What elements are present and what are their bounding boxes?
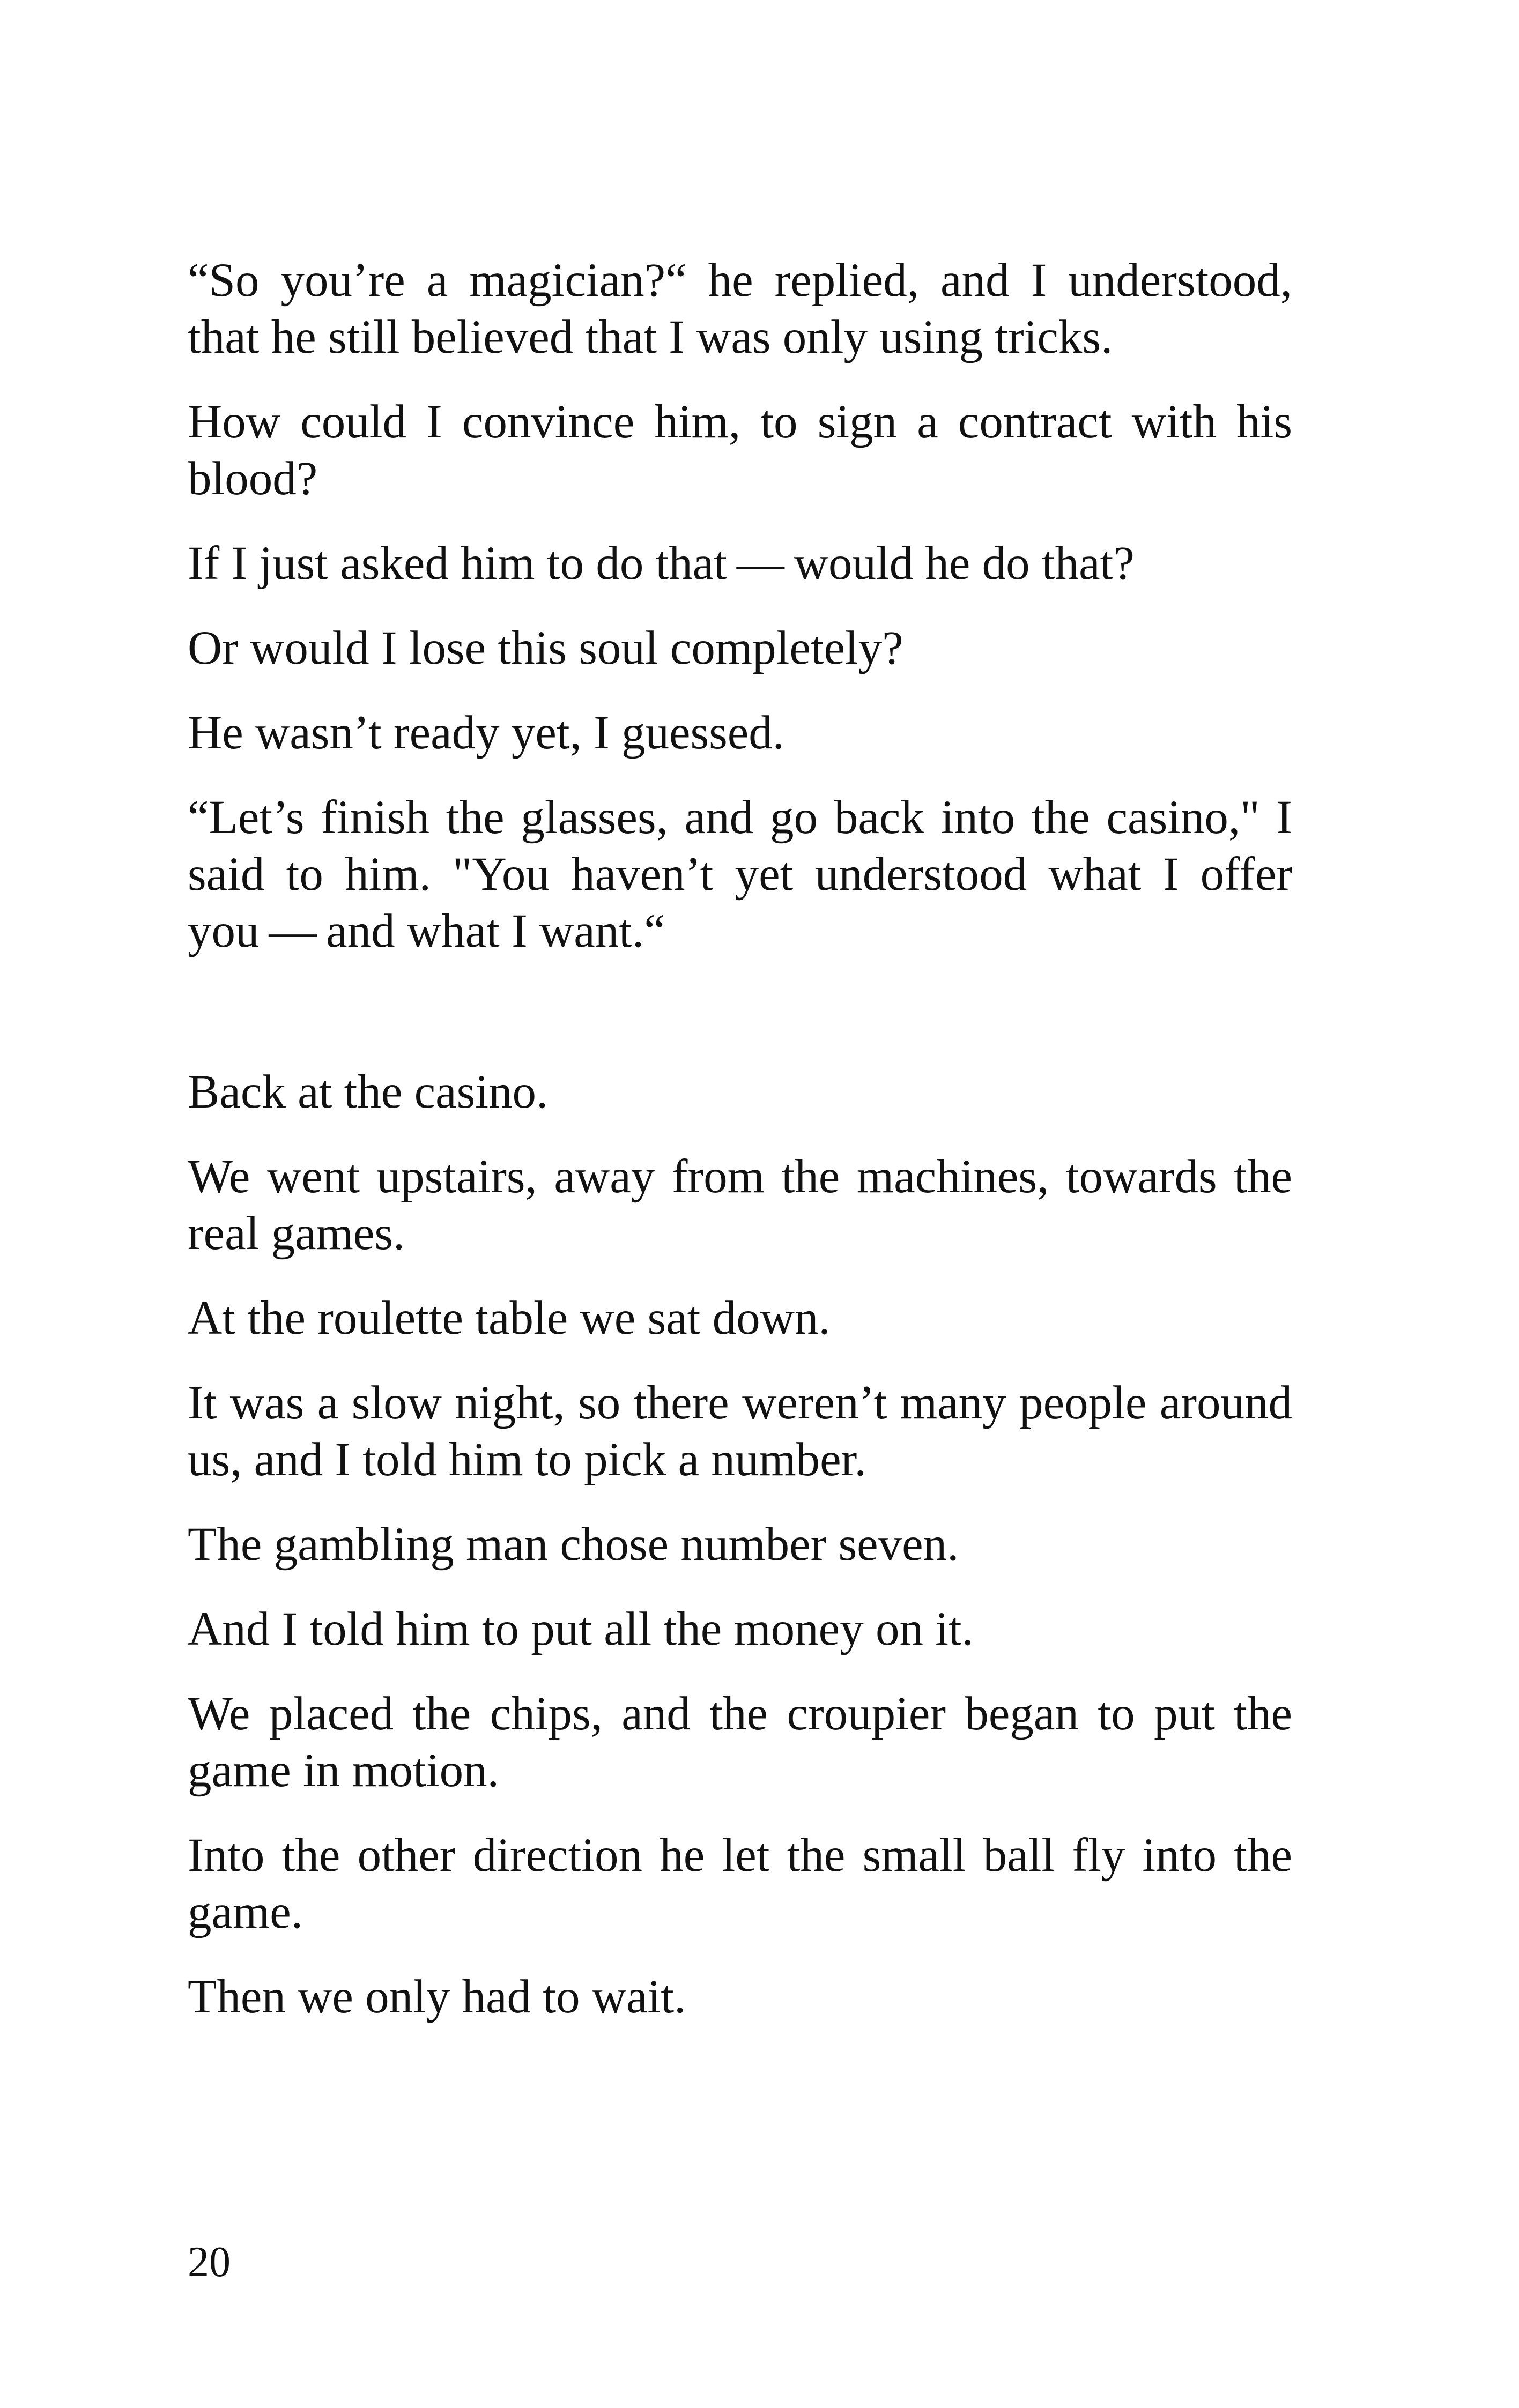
paragraph: How could I convince him, to sign a contract with his blood? [188,396,1292,505]
paragraph: “So you’re a magician?“ he replied, and I understood, that he still believed that I was only using tricks. [188,254,1292,363]
paragraph: Then we only had to wait. [188,1971,686,2023]
section-break [188,987,1292,1064]
paragraph: And I told him to put all the money on it. [188,1603,974,1655]
paragraph: The gambling man chose number seven. [188,1518,959,1571]
paragraph: We placed the chips, and the croupier began to put the game in motion. [188,1688,1292,1797]
page-number: 20 [188,2239,231,2286]
paragraph: We went upstairs, away from the machines, towards the real games. [188,1150,1292,1260]
paragraph: At the roulette table we sat down. [188,1292,831,1344]
paragraph: Into the other direction he let the small ball fly into the game. [188,1829,1292,1938]
paragraph: He wasn’t ready yet, I guessed. [188,707,784,759]
paragraph: It was a slow night, so there weren’t many people around us, and I told him to pick a number. [188,1377,1292,1486]
paragraph: Back at the casino. [188,1066,549,1118]
paragraph: “Let’s finish the glasses, and go back into the casino," I said to him. "You haven’t yet understood what I offer you — and what I want.“ [188,791,1292,957]
paragraph: Or would I lose this soul completely? [188,622,903,674]
paragraph: If I just asked him to do that — would he do that? [188,537,1135,590]
page-body [188,252,1292,2053]
